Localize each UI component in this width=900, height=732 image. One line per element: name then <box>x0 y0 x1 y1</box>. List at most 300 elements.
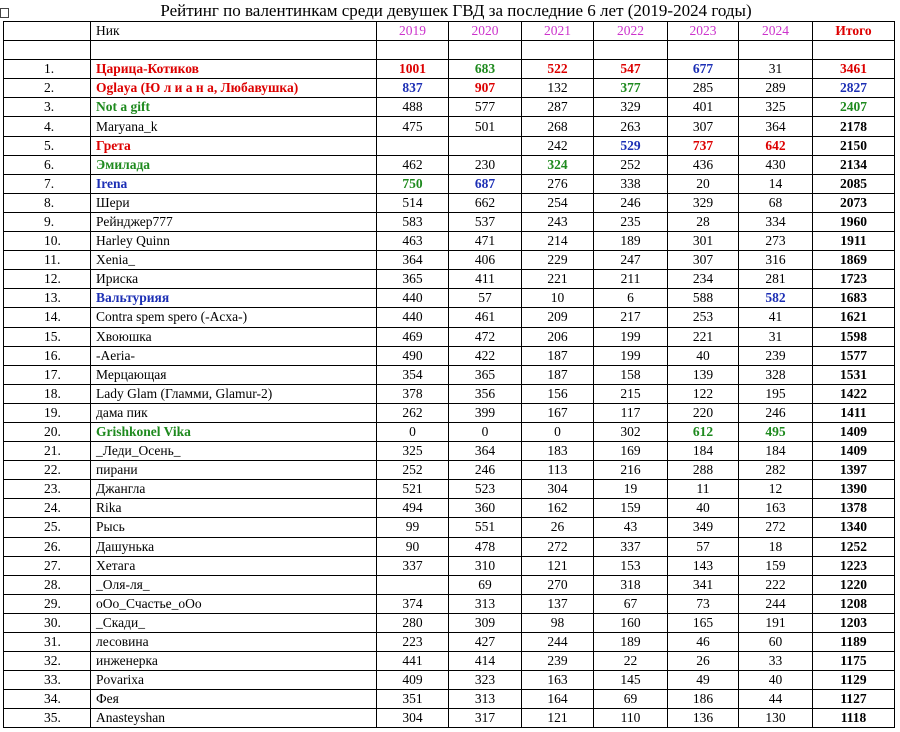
nick-cell: Grishkonel Vika <box>91 422 377 441</box>
table-row <box>4 633 895 652</box>
table-row <box>4 79 895 98</box>
year-2023-cell: 184 <box>668 442 739 461</box>
year-2023-cell: 26 <box>668 652 739 671</box>
total-cell: 1390 <box>813 480 895 499</box>
year-2021-cell: 167 <box>522 403 594 422</box>
year-2019-cell: 521 <box>377 480 449 499</box>
header-total: Итого <box>813 22 895 41</box>
total-cell: 3461 <box>813 60 895 79</box>
rank-cell: 7. <box>4 174 91 193</box>
total-cell: 1531 <box>813 365 895 384</box>
year-2019-cell: 262 <box>377 403 449 422</box>
total-cell: 2407 <box>813 98 895 117</box>
year-2024-cell: 272 <box>739 518 813 537</box>
year-2024-cell: 495 <box>739 422 813 441</box>
year-2020-cell: 230 <box>449 155 522 174</box>
total-cell: 1223 <box>813 556 895 575</box>
header-year-2023: 2023 <box>668 22 739 41</box>
year-2023-cell: 20 <box>668 174 739 193</box>
table-row <box>4 308 895 327</box>
table-row <box>4 709 895 728</box>
year-2021-cell: 137 <box>522 594 594 613</box>
year-2023-cell: 329 <box>668 193 739 212</box>
spacer-cell <box>594 41 668 60</box>
year-2019-cell: 514 <box>377 193 449 212</box>
year-2023-cell: 234 <box>668 270 739 289</box>
rank-cell: 14. <box>4 308 91 327</box>
year-2022-cell: 19 <box>594 480 668 499</box>
year-2021-cell: 522 <box>522 60 594 79</box>
year-2019-cell: 488 <box>377 98 449 117</box>
year-2023-cell: 73 <box>668 594 739 613</box>
year-2023-cell: 40 <box>668 346 739 365</box>
nick-cell: Фея <box>91 690 377 709</box>
year-2024-cell: 273 <box>739 232 813 251</box>
total-cell: 1869 <box>813 251 895 270</box>
total-cell: 1189 <box>813 633 895 652</box>
year-2020-cell: 411 <box>449 270 522 289</box>
table-row <box>4 480 895 499</box>
year-2019-cell: 463 <box>377 232 449 251</box>
nick-cell: дама пик <box>91 403 377 422</box>
year-2022-cell: 338 <box>594 174 668 193</box>
year-2023-cell: 220 <box>668 403 739 422</box>
year-2024-cell: 191 <box>739 613 813 632</box>
rank-cell: 9. <box>4 212 91 231</box>
year-2019-cell: 441 <box>377 652 449 671</box>
year-2022-cell: 252 <box>594 155 668 174</box>
nick-cell: Irena <box>91 174 377 193</box>
table-row <box>4 174 895 193</box>
year-2022-cell: 169 <box>594 442 668 461</box>
year-2024-cell: 582 <box>739 289 813 308</box>
nick-cell: Хвоюшка <box>91 327 377 346</box>
spacer-row <box>4 41 895 60</box>
year-2024-cell: 244 <box>739 594 813 613</box>
year-2022-cell: 318 <box>594 575 668 594</box>
year-2020-cell: 323 <box>449 671 522 690</box>
year-2021-cell: 270 <box>522 575 594 594</box>
rank-cell: 27. <box>4 556 91 575</box>
year-2022-cell: 337 <box>594 537 668 556</box>
table-row <box>4 652 895 671</box>
year-2023-cell: 285 <box>668 79 739 98</box>
year-2024-cell: 239 <box>739 346 813 365</box>
year-2022-cell: 22 <box>594 652 668 671</box>
year-2021-cell: 121 <box>522 709 594 728</box>
total-cell: 1127 <box>813 690 895 709</box>
year-2022-cell: 247 <box>594 251 668 270</box>
rank-cell: 29. <box>4 594 91 613</box>
year-2020-cell: 472 <box>449 327 522 346</box>
year-2020-cell: 427 <box>449 633 522 652</box>
year-2021-cell: 156 <box>522 384 594 403</box>
rank-cell: 30. <box>4 613 91 632</box>
table-row <box>4 98 895 117</box>
year-2019-cell: 490 <box>377 346 449 365</box>
year-2024-cell: 14 <box>739 174 813 193</box>
rank-cell: 23. <box>4 480 91 499</box>
year-2021-cell: 132 <box>522 79 594 98</box>
year-2021-cell: 214 <box>522 232 594 251</box>
year-2024-cell: 184 <box>739 442 813 461</box>
year-2020-cell: 309 <box>449 613 522 632</box>
year-2019-cell: 252 <box>377 461 449 480</box>
rank-cell: 1. <box>4 60 91 79</box>
header-nick: Ник <box>91 22 377 41</box>
year-2021-cell: 324 <box>522 155 594 174</box>
year-2020-cell: 69 <box>449 575 522 594</box>
rank-cell: 19. <box>4 403 91 422</box>
total-cell: 1960 <box>813 212 895 231</box>
table-row <box>4 365 895 384</box>
year-2024-cell: 12 <box>739 480 813 499</box>
year-2022-cell: 377 <box>594 79 668 98</box>
year-2021-cell: 206 <box>522 327 594 346</box>
year-2021-cell: 113 <box>522 461 594 480</box>
rating-table <box>3 21 895 728</box>
year-2023-cell: 136 <box>668 709 739 728</box>
year-2019-cell: 1001 <box>377 60 449 79</box>
year-2020-cell: 662 <box>449 193 522 212</box>
nick-cell: Эмилада <box>91 155 377 174</box>
year-2019-cell: 223 <box>377 633 449 652</box>
year-2024-cell: 33 <box>739 652 813 671</box>
year-2019-cell: 99 <box>377 518 449 537</box>
year-2023-cell: 11 <box>668 480 739 499</box>
rank-cell: 15. <box>4 327 91 346</box>
year-2021-cell: 98 <box>522 613 594 632</box>
year-2020-cell: 523 <box>449 480 522 499</box>
table-row <box>4 117 895 136</box>
year-2020-cell: 313 <box>449 690 522 709</box>
year-2023-cell: 143 <box>668 556 739 575</box>
year-2024-cell: 316 <box>739 251 813 270</box>
total-cell: 2134 <box>813 155 895 174</box>
year-2023-cell: 341 <box>668 575 739 594</box>
year-2023-cell: 612 <box>668 422 739 441</box>
nick-cell: Povarixa <box>91 671 377 690</box>
total-cell: 1683 <box>813 289 895 308</box>
nick-cell: Anasteyshan <box>91 709 377 728</box>
year-2021-cell: 221 <box>522 270 594 289</box>
year-2021-cell: 121 <box>522 556 594 575</box>
year-2021-cell: 187 <box>522 346 594 365</box>
total-cell: 2150 <box>813 136 895 155</box>
year-2022-cell: 69 <box>594 690 668 709</box>
year-2024-cell: 44 <box>739 690 813 709</box>
table-row <box>4 327 895 346</box>
total-cell: 1175 <box>813 652 895 671</box>
year-2019-cell: 378 <box>377 384 449 403</box>
rank-cell: 12. <box>4 270 91 289</box>
spacer-cell <box>449 41 522 60</box>
year-2023-cell: 436 <box>668 155 739 174</box>
year-2019-cell: 354 <box>377 365 449 384</box>
year-2023-cell: 307 <box>668 251 739 270</box>
year-2021-cell: 242 <box>522 136 594 155</box>
year-2019-cell: 325 <box>377 442 449 461</box>
nick-cell: _Оля-ля_ <box>91 575 377 594</box>
year-2021-cell: 26 <box>522 518 594 537</box>
year-2021-cell: 163 <box>522 671 594 690</box>
year-2019-cell: 837 <box>377 79 449 98</box>
total-cell: 1397 <box>813 461 895 480</box>
year-2020-cell: 471 <box>449 232 522 251</box>
header-year-2024: 2024 <box>739 22 813 41</box>
year-2020-cell: 365 <box>449 365 522 384</box>
rank-cell: 33. <box>4 671 91 690</box>
year-2023-cell: 40 <box>668 499 739 518</box>
year-2022-cell: 110 <box>594 709 668 728</box>
nick-cell: Rika <box>91 499 377 518</box>
table-row <box>4 251 895 270</box>
nick-cell: Вальтурияя <box>91 289 377 308</box>
table-row <box>4 384 895 403</box>
year-2021-cell: 268 <box>522 117 594 136</box>
spacer-cell <box>91 41 377 60</box>
year-2020-cell: 313 <box>449 594 522 613</box>
year-2019-cell: 750 <box>377 174 449 193</box>
year-2022-cell: 153 <box>594 556 668 575</box>
year-2020-cell: 577 <box>449 98 522 117</box>
year-2019-cell: 409 <box>377 671 449 690</box>
year-2021-cell: 209 <box>522 308 594 327</box>
nick-cell: _Леди_Осень_ <box>91 442 377 461</box>
year-2021-cell: 244 <box>522 633 594 652</box>
table-row <box>4 537 895 556</box>
year-2024-cell: 163 <box>739 499 813 518</box>
year-2021-cell: 272 <box>522 537 594 556</box>
header-row <box>4 22 895 41</box>
year-2021-cell: 304 <box>522 480 594 499</box>
year-2021-cell: 187 <box>522 365 594 384</box>
year-2019-cell: 0 <box>377 422 449 441</box>
year-2019-cell <box>377 575 449 594</box>
year-2020-cell: 687 <box>449 174 522 193</box>
year-2019-cell: 304 <box>377 709 449 728</box>
table-row <box>4 442 895 461</box>
rank-cell: 6. <box>4 155 91 174</box>
nick-cell: лесовина <box>91 633 377 652</box>
table-row <box>4 403 895 422</box>
year-2019-cell: 351 <box>377 690 449 709</box>
total-cell: 1422 <box>813 384 895 403</box>
table-row <box>4 346 895 365</box>
nick-cell: оОо_Счастье_оОо <box>91 594 377 613</box>
total-cell: 1409 <box>813 422 895 441</box>
year-2020-cell: 501 <box>449 117 522 136</box>
year-2023-cell: 28 <box>668 212 739 231</box>
table-row <box>4 556 895 575</box>
rank-cell: 24. <box>4 499 91 518</box>
table-row <box>4 575 895 594</box>
total-cell: 1220 <box>813 575 895 594</box>
total-cell: 1723 <box>813 270 895 289</box>
year-2023-cell: 588 <box>668 289 739 308</box>
table-row <box>4 613 895 632</box>
year-2019-cell: 440 <box>377 308 449 327</box>
total-cell: 1378 <box>813 499 895 518</box>
year-2022-cell: 302 <box>594 422 668 441</box>
year-2020-cell: 461 <box>449 308 522 327</box>
year-2021-cell: 162 <box>522 499 594 518</box>
year-2024-cell: 246 <box>739 403 813 422</box>
rank-cell: 28. <box>4 575 91 594</box>
total-cell: 1409 <box>813 442 895 461</box>
year-2019-cell: 469 <box>377 327 449 346</box>
table-row <box>4 136 895 155</box>
table-row <box>4 671 895 690</box>
year-2022-cell: 215 <box>594 384 668 403</box>
year-2019-cell: 583 <box>377 212 449 231</box>
year-2023-cell: 301 <box>668 232 739 251</box>
page-title: Рейтинг по валентинкам среди девушек ГВД за последние 6 лет (2019-2024 годы) <box>160 1 752 20</box>
year-2022-cell: 199 <box>594 327 668 346</box>
header-rank-cell <box>4 22 91 41</box>
total-cell: 2085 <box>813 174 895 193</box>
header-year-2021: 2021 <box>522 22 594 41</box>
rank-cell: 22. <box>4 461 91 480</box>
table-row <box>4 270 895 289</box>
year-2019-cell: 374 <box>377 594 449 613</box>
year-2022-cell: 216 <box>594 461 668 480</box>
year-2023-cell: 46 <box>668 633 739 652</box>
nick-cell: Дашунька <box>91 537 377 556</box>
total-cell: 2073 <box>813 193 895 212</box>
year-2020-cell: 414 <box>449 652 522 671</box>
total-cell: 1118 <box>813 709 895 728</box>
year-2024-cell: 41 <box>739 308 813 327</box>
year-2024-cell: 68 <box>739 193 813 212</box>
year-2024-cell: 328 <box>739 365 813 384</box>
year-2020-cell: 246 <box>449 461 522 480</box>
year-2022-cell: 6 <box>594 289 668 308</box>
year-2021-cell: 287 <box>522 98 594 117</box>
rank-cell: 13. <box>4 289 91 308</box>
year-2021-cell: 183 <box>522 442 594 461</box>
year-2019-cell: 462 <box>377 155 449 174</box>
rank-cell: 20. <box>4 422 91 441</box>
rank-cell: 4. <box>4 117 91 136</box>
total-cell: 1129 <box>813 671 895 690</box>
year-2020-cell: 0 <box>449 422 522 441</box>
year-2023-cell: 165 <box>668 613 739 632</box>
year-2020-cell: 57 <box>449 289 522 308</box>
year-2024-cell: 60 <box>739 633 813 652</box>
nick-cell: Джангла <box>91 480 377 499</box>
nick-cell: Рейнджер777 <box>91 212 377 231</box>
year-2020-cell: 478 <box>449 537 522 556</box>
nick-cell: Harley Quinn <box>91 232 377 251</box>
nick-cell: Maryana_k <box>91 117 377 136</box>
rank-cell: 34. <box>4 690 91 709</box>
year-2022-cell: 235 <box>594 212 668 231</box>
spacer-cell <box>4 41 91 60</box>
year-2023-cell: 401 <box>668 98 739 117</box>
year-2022-cell: 117 <box>594 403 668 422</box>
year-2020-cell: 364 <box>449 442 522 461</box>
year-2024-cell: 430 <box>739 155 813 174</box>
total-cell: 1577 <box>813 346 895 365</box>
year-2024-cell: 222 <box>739 575 813 594</box>
year-2021-cell: 254 <box>522 193 594 212</box>
year-2022-cell: 246 <box>594 193 668 212</box>
total-cell: 1252 <box>813 537 895 556</box>
total-cell: 1621 <box>813 308 895 327</box>
table-row <box>4 212 895 231</box>
rank-cell: 2. <box>4 79 91 98</box>
year-2020-cell: 907 <box>449 79 522 98</box>
table-row <box>4 690 895 709</box>
rank-cell: 32. <box>4 652 91 671</box>
nick-cell: инженерка <box>91 652 377 671</box>
nick-cell: -Aeria- <box>91 346 377 365</box>
nick-cell: Рысь <box>91 518 377 537</box>
rank-cell: 16. <box>4 346 91 365</box>
year-2023-cell: 307 <box>668 117 739 136</box>
rank-cell: 5. <box>4 136 91 155</box>
total-cell: 1411 <box>813 403 895 422</box>
year-2021-cell: 0 <box>522 422 594 441</box>
year-2021-cell: 10 <box>522 289 594 308</box>
total-cell: 1203 <box>813 613 895 632</box>
year-2020-cell: 356 <box>449 384 522 403</box>
spacer-cell <box>522 41 594 60</box>
year-2019-cell: 475 <box>377 117 449 136</box>
header-year-2022: 2022 <box>594 22 668 41</box>
spacer-cell <box>668 41 739 60</box>
year-2022-cell: 217 <box>594 308 668 327</box>
year-2022-cell: 160 <box>594 613 668 632</box>
table-row <box>4 232 895 251</box>
year-2023-cell: 139 <box>668 365 739 384</box>
year-2021-cell: 243 <box>522 212 594 231</box>
nick-cell: Ириска <box>91 270 377 289</box>
table-row <box>4 193 895 212</box>
nick-cell: Мерцающая <box>91 365 377 384</box>
rank-cell: 18. <box>4 384 91 403</box>
year-2019-cell: 364 <box>377 251 449 270</box>
spacer-cell <box>813 41 895 60</box>
year-2019-cell: 365 <box>377 270 449 289</box>
year-2023-cell: 349 <box>668 518 739 537</box>
nick-cell: Хетага <box>91 556 377 575</box>
year-2022-cell: 529 <box>594 136 668 155</box>
table-row <box>4 60 895 79</box>
year-2022-cell: 145 <box>594 671 668 690</box>
table-row <box>4 422 895 441</box>
year-2020-cell: 406 <box>449 251 522 270</box>
rank-cell: 35. <box>4 709 91 728</box>
total-cell: 1911 <box>813 232 895 251</box>
year-2023-cell: 737 <box>668 136 739 155</box>
year-2024-cell: 159 <box>739 556 813 575</box>
table-row <box>4 518 895 537</box>
year-2022-cell: 263 <box>594 117 668 136</box>
rank-cell: 11. <box>4 251 91 270</box>
year-2023-cell: 221 <box>668 327 739 346</box>
total-cell: 2827 <box>813 79 895 98</box>
nick-cell: Царица-Котиков <box>91 60 377 79</box>
year-2020-cell: 399 <box>449 403 522 422</box>
rank-cell: 25. <box>4 518 91 537</box>
table-row <box>4 461 895 480</box>
year-2019-cell: 440 <box>377 289 449 308</box>
year-2019-cell <box>377 136 449 155</box>
year-2023-cell: 288 <box>668 461 739 480</box>
year-2022-cell: 67 <box>594 594 668 613</box>
